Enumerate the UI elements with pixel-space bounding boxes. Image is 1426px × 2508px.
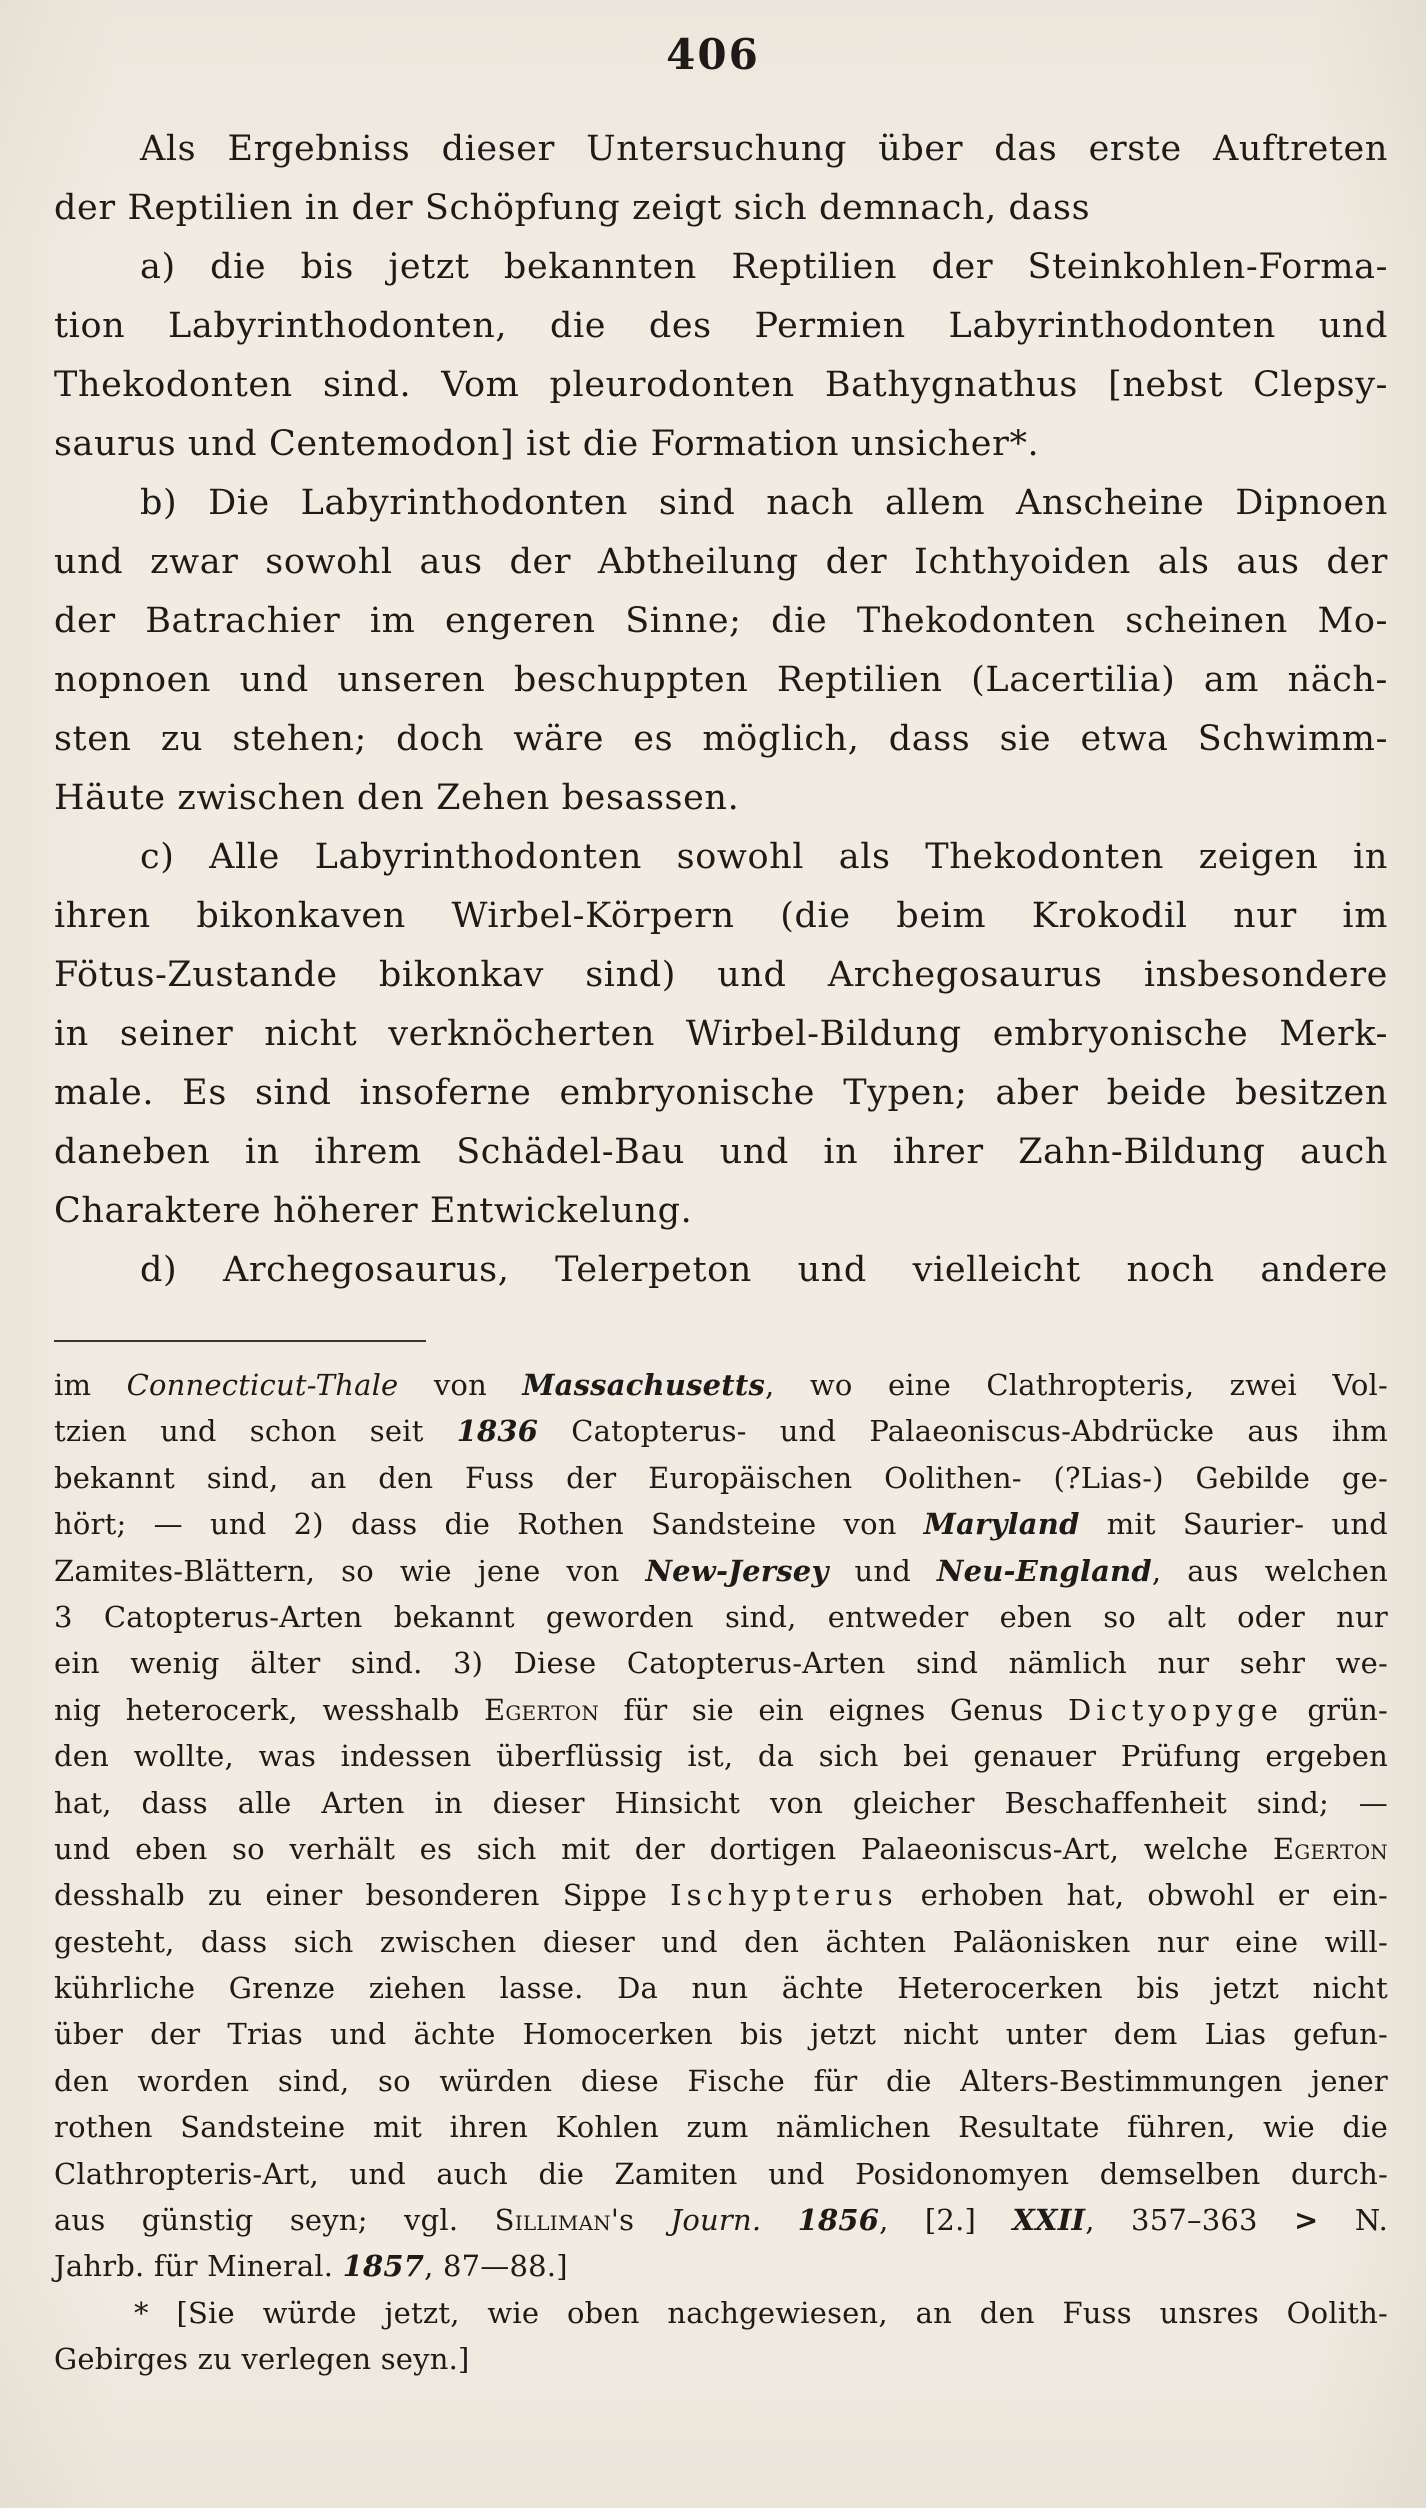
main-text [54, 120, 1388, 1300]
text-line: Charaktere höherer Entwickelung. [54, 1191, 693, 1231]
text-line: Thekodonten sind. Vom pleurodonten Bathygnathus [nebst Clepsy- [54, 365, 1388, 405]
text-line: ihren bikonkaven Wirbel-Körpern (die beim Krokodil nur im [54, 896, 1388, 936]
journal-title: Journ. [670, 2203, 762, 2238]
year: 1857 [342, 2249, 425, 2284]
footnote-line: aus günstig seyn; vgl. Silliman's Journ. 1856, [2.] XXII, 357–363 > N. [54, 2203, 1389, 2238]
footnote-line: Clathropteris-Art, und auch die Zamiten und Posidonomyen demselben durch- [54, 2156, 1388, 2191]
footnote-line: den worden sind, so würden diese Fische für die Alters-Bestimmungen jener [54, 2063, 1388, 2098]
author-name: Silliman [494, 2203, 611, 2238]
text-line: nopnoen und unseren beschuppten Reptilien (Lacertilia) am näch- [54, 660, 1388, 700]
footnote-line: * [Sie würde jetzt, wie oben nachgewiesen, an den Fuss unsres Oolith- [134, 2295, 1388, 2330]
footnote-line: hört; — und 2) dass die Rothen Sandsteine von Maryland mit Saurier- und [54, 1507, 1388, 1542]
footnote-line: den wollte, was indessen überflüssig ist, da sich bei genauer Prüfung ergeben [54, 1739, 1388, 1774]
text-line: in seiner nicht verknöcherten Wirbel-Bildung embryonische Merk- [54, 1014, 1388, 1054]
genus-name: Ischypterus [670, 1878, 898, 1913]
text-line: daneben in ihrem Schädel-Bau und in ihrer Zahn-Bildung auch [54, 1132, 1388, 1172]
text-line: male. Es sind insoferne embryonische Typen; aber beide besitzen [54, 1073, 1388, 1113]
footnote-line: und eben so verhält es sich mit der dortigen Palaeoniscus-Art, welche Egerton [54, 1831, 1388, 1866]
footnote-line: Zamites-Blättern, so wie jene von New-Jersey und Neu-England, aus welchen [54, 1553, 1388, 1588]
place-name: Connecticut-Thale [126, 1368, 399, 1402]
author-name: Egerton [1272, 1831, 1388, 1866]
text-line: Fötus-Zustande bikonkav sind) und Archegosaurus insbesondere [54, 955, 1388, 995]
text-line: d) Archegosaurus, Telerpeton und vielleicht noch andere [140, 1250, 1388, 1290]
text-line: und zwar sowohl aus der Abtheilung der Ichthyoiden als aus der [54, 542, 1388, 582]
author-name: Egerton [483, 1692, 600, 1727]
text-line: a) die bis jetzt bekannten Reptilien der Steinkohlen-Forma- [140, 247, 1388, 287]
text-line: sten zu stehen; doch wäre es möglich, dass sie etwa Schwimm- [54, 719, 1388, 759]
footnote-line: rothen Sandsteine mit ihren Kohlen zum nämlichen Resultate führen, wie die [54, 2110, 1388, 2145]
place-name: Maryland [923, 1507, 1080, 1542]
footnote-line: im Connecticut-Thale von Massachusetts, wo eine Clathropteris, zwei Vol- [54, 1368, 1389, 1402]
text-line: der Batrachier im engeren Sinne; die Thekodonten scheinen Mo- [54, 601, 1388, 641]
footnote-line: Gebirges zu verlegen seyn.] [54, 2342, 470, 2377]
footnote-line: gesteht, dass sich zwischen dieser und den ächten Paläonisken nur eine will- [54, 1924, 1388, 1959]
text-line: tion Labyrinthodonten, die des Permien Labyrinthodonten und [54, 306, 1388, 346]
arrow-glyph: > [1294, 2203, 1319, 2238]
year: 1836 [456, 1414, 539, 1449]
text-line: saurus und Centemodon] ist die Formation unsicher*. [54, 424, 1040, 464]
footnote-line: 3 Catopterus-Arten bekannt geworden sind, entweder eben so alt oder nur [54, 1599, 1388, 1634]
footnote-line: Jahrb. für Mineral. 1857, 87—88.] [54, 2249, 568, 2284]
text-line: der Reptilien in der Schöpfung zeigt sich demnach, dass [54, 188, 1091, 228]
footnote-line: tzien und schon seit 1836 Catopterus- und Palaeoniscus-Abdrücke aus ihm [54, 1414, 1388, 1449]
footnote-line: nig heterocerk, wesshalb Egerton für sie ein eignes Genus Dictyopyge grün- [54, 1692, 1388, 1727]
footnote-line: desshalb zu einer besonderen Sippe Ischypterus erhoben hat, obwohl er ein- [54, 1878, 1388, 1913]
text-line: Als Ergebniss dieser Untersuchung über das erste Auftreten [140, 129, 1388, 169]
genus-name: Dictyopyge [1067, 1692, 1283, 1727]
text-line: Häute zwischen den Zehen besassen. [54, 778, 740, 818]
place-name: Massachusetts [522, 1368, 766, 1402]
footnote-line: über der Trias und ächte Homocerken bis jetzt nicht unter dem Lias gefun- [54, 2017, 1388, 2052]
footnote-line: hat, dass alle Arten in dieser Hinsicht von gleicher Beschaffenheit sind; — [54, 1785, 1388, 1820]
year: 1856 [797, 2203, 880, 2238]
footnote-line: ein wenig älter sind. 3) Diese Catopterus-Arten sind nämlich nur sehr we- [54, 1646, 1388, 1681]
text-line: b) Die Labyrinthodonten sind nach allem Anscheine Dipnoen [140, 483, 1388, 523]
footnotes [54, 1362, 1388, 2383]
footnote-line: kührliche Grenze ziehen lasse. Da nun ächte Heterocerken bis jetzt nicht [54, 1971, 1388, 2006]
page-number: 406 [666, 30, 760, 79]
footnote-divider [54, 1340, 426, 1342]
text-line: c) Alle Labyrinthodonten sowohl als Thekodonten zeigen in [140, 837, 1388, 877]
volume-number: XXII [1012, 2203, 1086, 2238]
place-name: New-Jersey [645, 1553, 829, 1588]
footnote-line: bekannt sind, an den Fuss der Europäischen Oolithen- (?Lias-) Gebilde ge- [54, 1460, 1388, 1495]
place-name: Neu-England [936, 1553, 1152, 1588]
